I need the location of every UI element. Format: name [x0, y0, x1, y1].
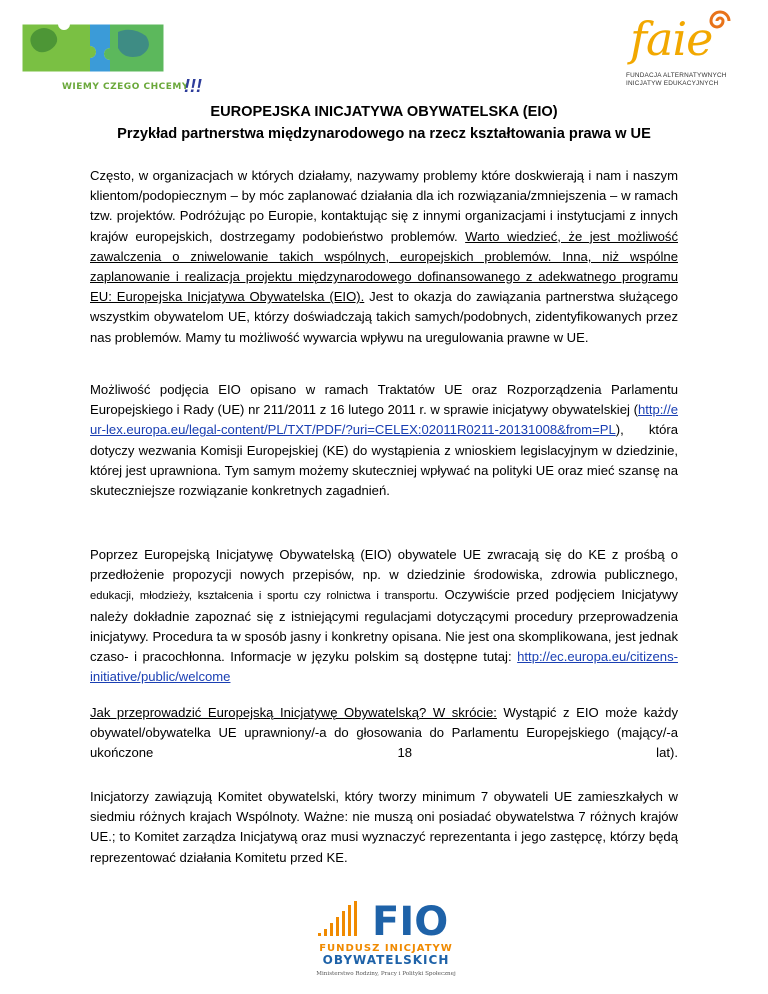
citizens-initiative-link[interactable]: http://ec.europa.eu/citizens-initiative/public/welcome: [90, 649, 678, 685]
underlined-heading: Jak przeprowadzić Europejską Inicjatywę Obywatelską? W skrócie:: [90, 705, 497, 720]
fio-line1: FUNDUSZ INICJATYW: [319, 943, 453, 954]
document-title: EUROPEJSKA INICJATYWA OBYWATELSKA (EIO): [210, 104, 558, 120]
paragraph-legal-basis: [90, 380, 678, 501]
fio-line2: OBYWATELSKICH: [322, 953, 450, 967]
faie-logo: [612, 4, 752, 96]
fio-wordmark: FIO: [372, 899, 449, 945]
dots-icon: [318, 901, 357, 936]
logo-text: WIEMY CZEGO CHCEMY: [62, 82, 189, 92]
paragraph-committee: Inicjatorzy zawiązują Komitet obywatelski, który tworzy minimum 7 obywateli UE zamieszkałych w siedmiu różnych krajach Wspólnoty. Ważne: nie muszą oni posiadać obywatelstwa 7 różnych krajów UE.; to Komitet zarządza Inicjatywą oraz musi wyznaczyć reprezentanta i jego zastępcę, którzy będą reprezentować działania Komitetu przed KE.: [90, 789, 678, 865]
paragraph-text: Oczywiście przed podjęciem Inicjatywy należy dokładnie zapoznać się z istniejącymi regulacjami dotyczącymi procedury przeprowadzenia inicjatywy. Procedura ta w sposób jasny i konkretny opisana. Nie jest ona skomplikowana, jest jednak czaso- i pracochłonna. Informacje w języku polskim są dostępne tutaj:: [90, 587, 678, 665]
faie-subtitle-line2: INICJATYW EDUKACYJNYCH: [626, 80, 719, 87]
paragraph-text: Poprzez Europejską Inicjatywę Obywatelską (EIO) obywatele UE zwracają się do KE z prośbą o przedłożenie propozycji nowych przepisów, np. w dziedzinie środowiska, zdrowia publicznego,: [90, 547, 678, 583]
paragraph-text: Wystąpić z EIO może każdy obywatel/obywatelka UE uprawniony/-a do głosowania do Parlamentu Europejskiego (mający/-a ukończone 18 lat).: [90, 705, 679, 761]
paragraph-intro: [90, 166, 678, 348]
wiemy-czego-chcemy-logo: [14, 14, 204, 100]
paragraph-text: Często, w organizacjach w których działamy, nazywamy problemy które doskwierają i nam i naszym klientom/podopiecznym – by móc zaplanować działania dla ich rozwiązania/zmniejszenia – w ramach tzw. projektów. Podróżując po Europie, kontaktując się z innymi organizacjami i instytucjami z innych krajów europejskich, dostrzegamy podobieństwo problemów.: [90, 168, 678, 244]
paragraph-text: ), która dotyczy wezwania Komisji Europejskiej (KE) do wystąpienia z wnioskiem legislacyjnym w dziedzinie, której jest uprawniona. Tym samym możemy skuteczniej wpływać na polityki UE oraz mieć szansę na skuteczniejsze rozwiązanie konkretnych zagadnień.: [90, 422, 678, 499]
paragraph-procedure: [90, 545, 678, 687]
fio-line3: Ministerstwo Rodziny, Pracy i Polityki Społecznej: [316, 971, 456, 977]
faie-subtitle: [626, 72, 727, 88]
fio-logo: [300, 895, 470, 985]
faie-wordmark: faie: [630, 12, 713, 66]
document-subtitle: Przykład partnerstwa międzynarodowego na rzecz kształtowania prawa w UE: [117, 126, 651, 142]
paragraph-text: Możliwość podjęcia EIO opisano w ramach Traktatów UE oraz Rozporządzenia Parlamentu Europejskiego i Rady (UE) nr 211/2011 z 16 lutego 2011 r. w sprawie inicjatywy obywatelskiej (: [90, 382, 678, 418]
paragraph-how-to: [90, 703, 678, 764]
paragraph-small-text: edukacji, młodzieży, kształcenia i sportu czy rolnictwa i transportu.: [90, 590, 439, 603]
underlined-text: Warto wiedzieć, że jest możliwość zawalczenia o zniwelowanie takich wspólnych, europejskich problemów. Inna, niż wspólne zaplanowanie i realizacja projektu międzynarodowego dofinansowanego z adekwatnego programu EU: Europejska Inicjatywa Obywatelska (EIO).: [90, 228, 678, 305]
faie-subtitle-line1: FUNDACJA ALTERNATYWNYCH: [626, 72, 727, 79]
eur-lex-link[interactable]: http://eur-lex.europa.eu/legal-content/PL/TXT/PDF/?uri=CELEX:02011R0211-20131008&from=PL: [90, 402, 678, 438]
fio-logo-graphic: [300, 895, 470, 985]
paragraph-text: Jest to okazja do zawiązania partnerstwa służącego wszystkim obywatelom UE, którzy doświadczają takich samych/podobnych, zidentyfikowanych przez nas problemów. Mamy tu możliwość wywarcia wpływu na uregulowania prawne w UE.: [90, 289, 678, 345]
logo-exclamation-mark: !!!: [184, 76, 202, 96]
